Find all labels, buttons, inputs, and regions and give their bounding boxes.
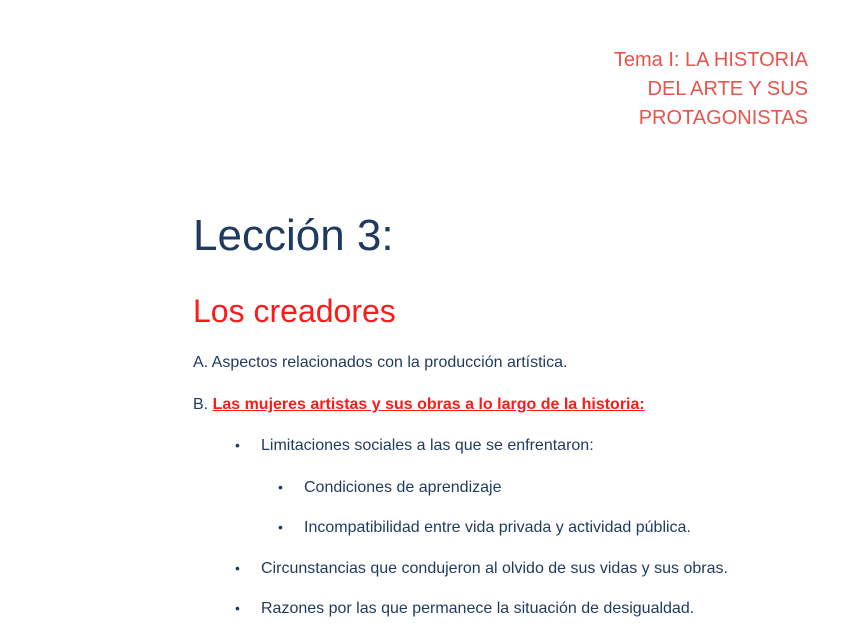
bullet-icon: • xyxy=(278,479,283,495)
topic-line-3: PROTAGONISTAS xyxy=(638,107,808,129)
bullet-text: Limitaciones sociales a las que se enfrentaron: xyxy=(261,437,594,454)
bullet-text: Incompatibilidad entre vida privada y actividad pública. xyxy=(304,519,691,536)
lesson-title: Lección 3: xyxy=(193,211,394,260)
item-b-highlight: Las mujeres artistas y sus obras a lo largo de la historia: xyxy=(212,396,645,413)
item-b xyxy=(193,394,645,416)
bullet-limitations xyxy=(235,434,594,457)
bullet-circumstances xyxy=(235,557,728,580)
section-title: Los creadores xyxy=(193,293,396,329)
bullet-icon: • xyxy=(278,519,283,535)
bullet-text: Razones por las que permanece la situación de desigualdad. xyxy=(261,600,695,617)
bullet-incompatibility xyxy=(278,516,691,539)
bullet-icon: • xyxy=(235,600,240,616)
bullet-text: Condiciones de aprendizaje xyxy=(304,479,502,496)
bullet-icon: • xyxy=(235,560,240,576)
bullet-reasons xyxy=(235,597,694,620)
bullet-icon: • xyxy=(235,437,240,453)
item-a: A. Aspectos relacionados con la producción artística. xyxy=(193,354,568,371)
bullet-text: Circunstancias que condujeron al olvido de sus vidas y sus obras. xyxy=(261,560,728,577)
bullet-learning-conditions xyxy=(278,476,501,499)
item-b-prefix: B. xyxy=(193,396,213,413)
topic-line-2: DEL ARTE Y SUS xyxy=(647,78,808,100)
topic-header xyxy=(508,46,808,133)
topic-line-1: Tema I: LA HISTORIA xyxy=(613,49,808,71)
